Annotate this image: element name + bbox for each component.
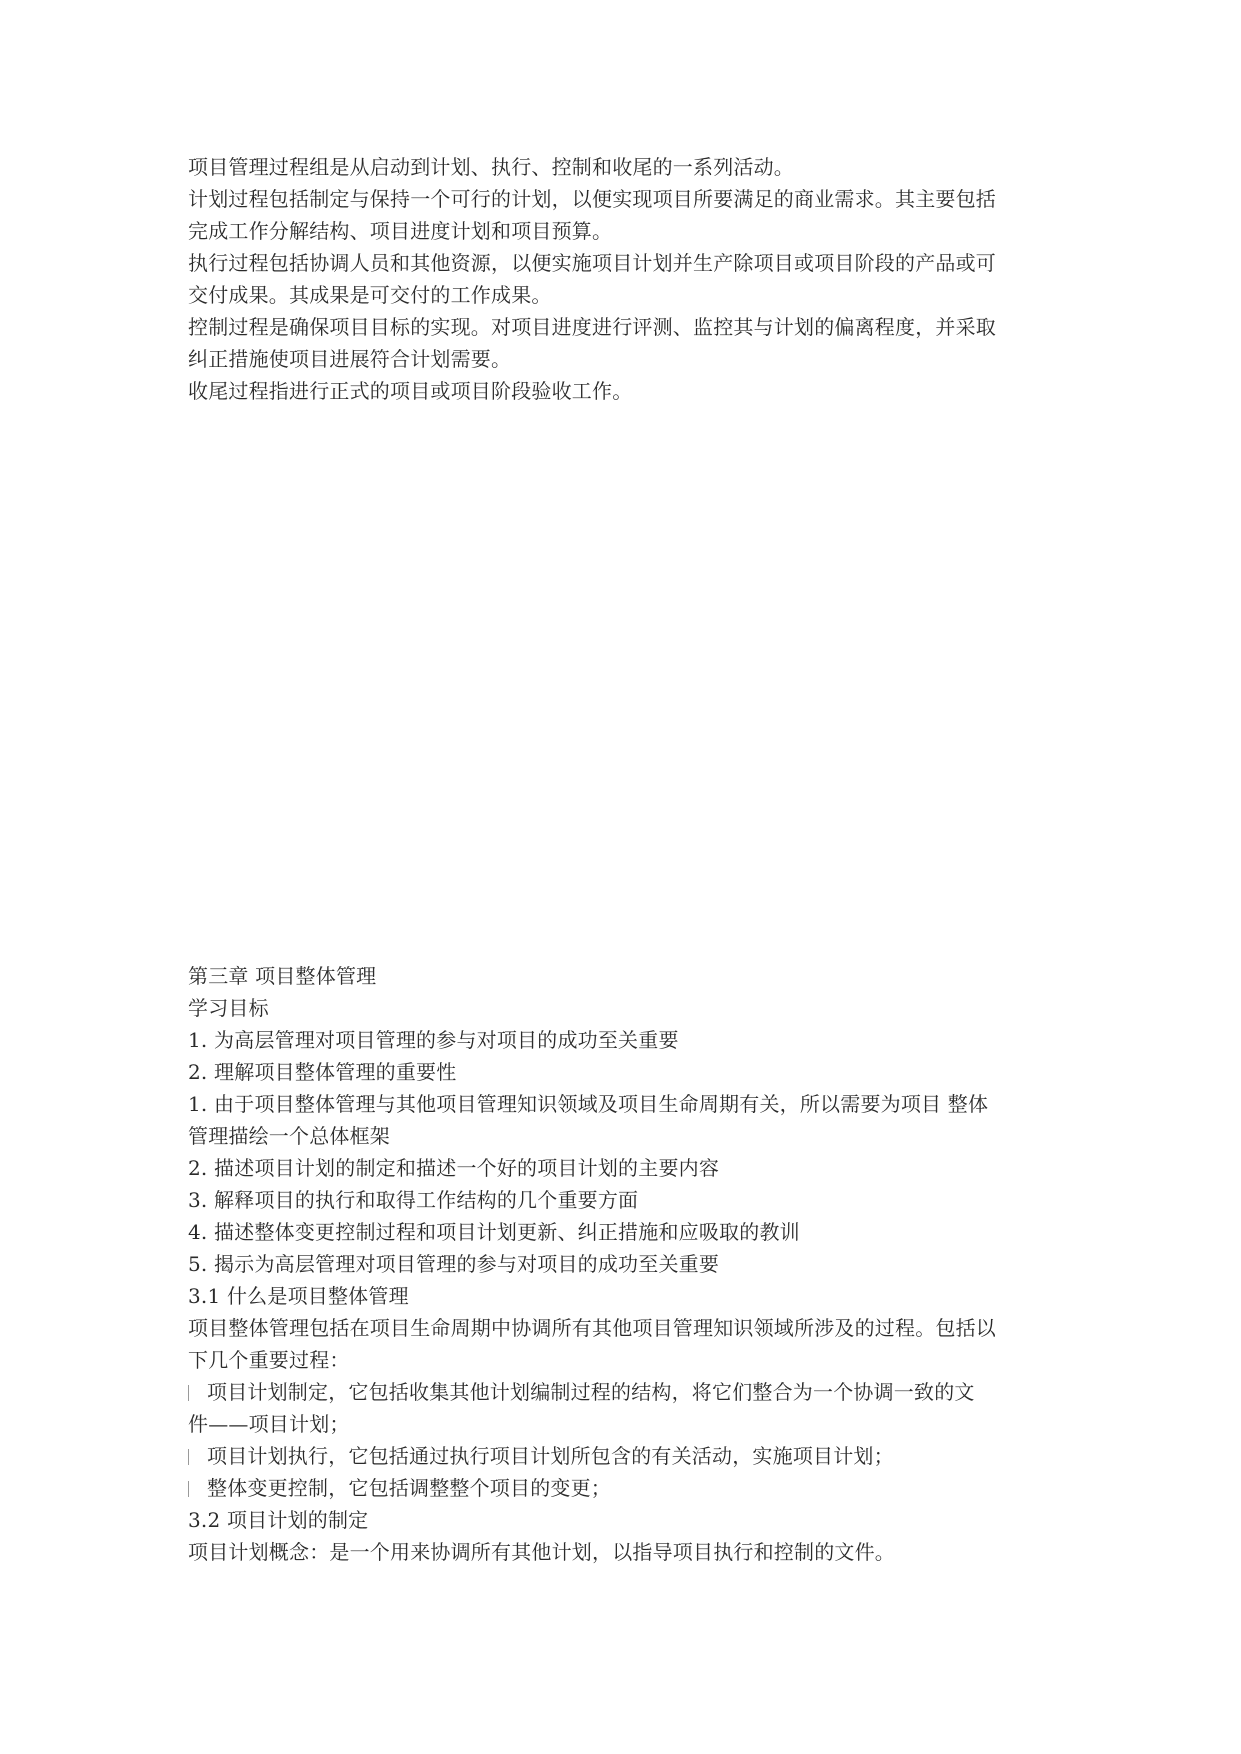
paragraph-line: 交付成果。其成果是可交付的工作成果。 bbox=[188, 283, 552, 307]
bullet-bar-icon bbox=[188, 1385, 189, 1401]
bullet-item bbox=[188, 1472, 1058, 1504]
list-item-continuation: 管理描绘一个总体框架 bbox=[188, 1124, 390, 1148]
section-heading: 3.1 什么是项目整体管理 bbox=[188, 1284, 409, 1308]
bullet-bar-icon bbox=[188, 1449, 189, 1465]
list-item: 1. 为高层管理对项目管理的参与对项目的成功至关重要 bbox=[188, 1028, 679, 1052]
bullet-continuation: 件——项目计划； bbox=[188, 1412, 350, 1436]
paragraph-line: 收尾过程指进行正式的项目或项目阶段验收工作。 bbox=[188, 379, 633, 403]
list-item: 2. 描述项目计划的制定和描述一个好的项目计划的主要内容 bbox=[188, 1156, 720, 1180]
paragraph-line: 完成工作分解结构、项目进度计划和项目预算。 bbox=[188, 219, 613, 243]
paragraph-line: 执行过程包括协调人员和其他资源，以便实施项目计划并生产除项目或项目阶段的产品或可 bbox=[188, 251, 996, 275]
bullet-item bbox=[188, 1440, 1058, 1472]
section-heading: 3.2 项目计划的制定 bbox=[188, 1508, 369, 1532]
paragraph-line: 项目计划概念：是一个用来协调所有其他计划，以指导项目执行和控制的文件。 bbox=[188, 1540, 895, 1564]
chapter-three-section bbox=[188, 960, 1058, 1568]
paragraph-line: 项目整体管理包括在项目生命周期中协调所有其他项目管理知识领域所涉及的过程。包括以 bbox=[188, 1316, 996, 1340]
list-item: 4. 描述整体变更控制过程和项目计划更新、纠正措施和应吸取的教训 bbox=[188, 1220, 800, 1244]
paragraph-line: 计划过程包括制定与保持一个可行的计划，以便实现项目所要满足的商业需求。其主要包括 bbox=[188, 187, 996, 211]
section-heading: 学习目标 bbox=[188, 996, 269, 1020]
list-item: 2. 理解项目整体管理的重要性 bbox=[188, 1060, 457, 1084]
paragraph-line: 纠正措施使项目进展符合计划需要。 bbox=[188, 347, 512, 371]
bullet-text: 整体变更控制，它包括调整整个项目的变更； bbox=[207, 1476, 611, 1500]
paragraph-line: 项目管理过程组是从启动到计划、执行、控制和收尾的一系列活动。 bbox=[188, 155, 794, 179]
list-item: 1. 由于项目整体管理与其他项目管理知识领域及项目生命周期有关，所以需要为项目 整体 bbox=[188, 1092, 989, 1116]
paragraph-line: 下几个重要过程： bbox=[188, 1348, 350, 1372]
chapter-title: 第三章 项目整体管理 bbox=[188, 964, 377, 988]
process-groups-section bbox=[188, 151, 1058, 407]
bullet-bar-icon bbox=[188, 1481, 189, 1497]
paragraph-line: 控制过程是确保项目目标的实现。对项目进度进行评测、监控其与计划的偏离程度，并采取 bbox=[188, 315, 996, 339]
list-item: 3. 解释项目的执行和取得工作结构的几个重要方面 bbox=[188, 1188, 639, 1212]
bullet-text: 项目计划制定，它包括收集其他计划编制过程的结构，将它们整合为一个协调一致的文 bbox=[207, 1380, 975, 1404]
bullet-text: 项目计划执行，它包括通过执行项目计划所包含的有关活动，实施项目计划； bbox=[207, 1444, 894, 1468]
bullet-item bbox=[188, 1376, 1058, 1408]
list-item: 5. 揭示为高层管理对项目管理的参与对项目的成功至关重要 bbox=[188, 1252, 720, 1276]
